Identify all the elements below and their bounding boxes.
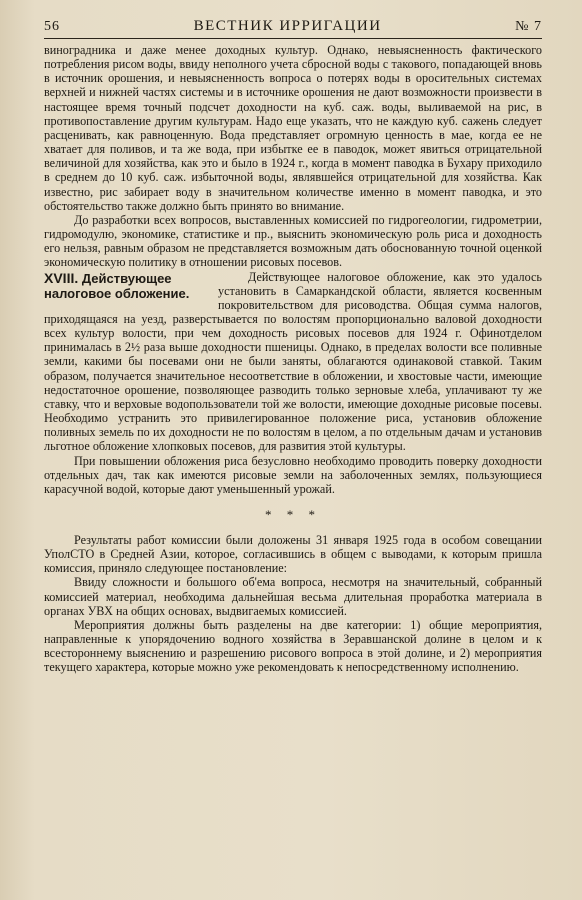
paragraph: Действующее налоговое обложение, как это удалось установить в Самаркандской области, является косвенным покровительством для рисоводства. Общая сумма налогов, приходящаяся на уезд, разверстывается по волостям пропорционально валовой доходности всех культур волости, при чем доходность рисовых посевов для 1924 г. Офинотделом принималась в 2½ раза выше доходности пшеницы. Однако, в пределах волости все поливные земли, какими бы посевами они не были заняты, облагаются одинаковой ставкой. Таким образом, получается значительное несоответствие в обложении, и хвостовые части, имеющие недостаточное орошение, позволяющее разводить только зерновые хлеба, уплачивают ту же ставку, что и верховые водопользователи той же волости, имеющие доходные рисовые посевы. Необходимо устранить это привилегированное положение риса, установив обложение поливных земель по их доходности не по волостям в целом, а по отдельным дачам и установив льготное обложение хлопковых посевов, для развития этой культуры. <box>44 269 542 454</box>
running-header <box>44 18 542 39</box>
section-number: XVIII. <box>44 269 79 286</box>
section-separator: * * * <box>265 507 321 522</box>
text-block-top <box>44 43 542 270</box>
paragraph: При повышении обложения риса безусловно необходимо проводить поверку доходности отдельных дач, так как имеются рисовые земли на заболоченных землях, пользующиеся карасучной водой, которые дают уменьшенный урожай. <box>44 453 542 496</box>
section-xviii <box>44 270 542 497</box>
section-heading <box>44 271 210 301</box>
text-block-bottom <box>44 533 542 675</box>
issue-number: № 7 <box>515 19 542 34</box>
journal-title: ВЕСТНИК ИРРИГАЦИИ <box>193 18 382 34</box>
paragraph: Ввиду сложности и большого об'ема вопроса, несмотря на значительный, собранный комиссией материал, необходима дальнейшая весьма длительная проработка материала в органах УВХ на общих основах, выдвигаемых комиссией. <box>44 575 542 618</box>
paragraph: виноградника и даже менее доходных культур. Однако, невыясненность фактического потребления рисом воды, ввиду неполного учета сбросной воды с такового, попадающей вновь в источник орошения, и невыясненность вопроса о потерях воды в оросительных системах верхней и нижней частях системы и в источнике орошения не дают возможности произвести в настоящее время точный подсчет доходности на куб. саж. воды, выливаемой на рис, в противопоставление другим культурам. Надо еще указать, что не каждую куб. сажень следует расценивать, как равноценную. Вода представляет огромную ценность в мае, когда ее не хватает для поливов, и та же вода, при избытке ее в паводок, может явиться отрицательной величиной для хозяйства, как это и было в 1924 г., когда в момент паводка в Бухару приходило в среднем до 10 куб. саж. избыточной воды, являвшейся отрицательной для хозяйства. Как известно, рис забирает воду в значительном количестве именно в момент паводка, и это обстоятельство также должно быть принято во внимание. <box>44 43 542 213</box>
paragraph: До разработки всех вопросов, выставленных комиссией по гидрогеологии, гидрометрии, гидромодулю, экономике, статистике и пр., выяснить экономическую роль риса и доходность его нельзя, равным образом не представляется возможным дать обоснованную точной оценкой экономическую политику в отношении рисовых посевов. <box>44 212 542 270</box>
paragraph: Мероприятия должны быть разделены на две категории: 1) общие мероприятия, направленные к упорядочению водного хозяйства в Зеравшанской долине в целом и к всестороннему выяснению и разрешению рисового вопроса в этой долине, и 2) мероприятия текущего характера, которые можно уже рекомендовать к непосредственному исполнению. <box>44 617 542 675</box>
paragraph: Результаты работ комиссии были доложены 31 января 1925 года в особом совещании УполСТО в Средней Азии, которое, согласившись в общем с выводами, к которым пришла комиссия, приняло следующее постановление: <box>44 533 542 576</box>
section-title: Действующее налоговое обложение. <box>44 270 190 301</box>
page-number: 56 <box>44 19 60 34</box>
